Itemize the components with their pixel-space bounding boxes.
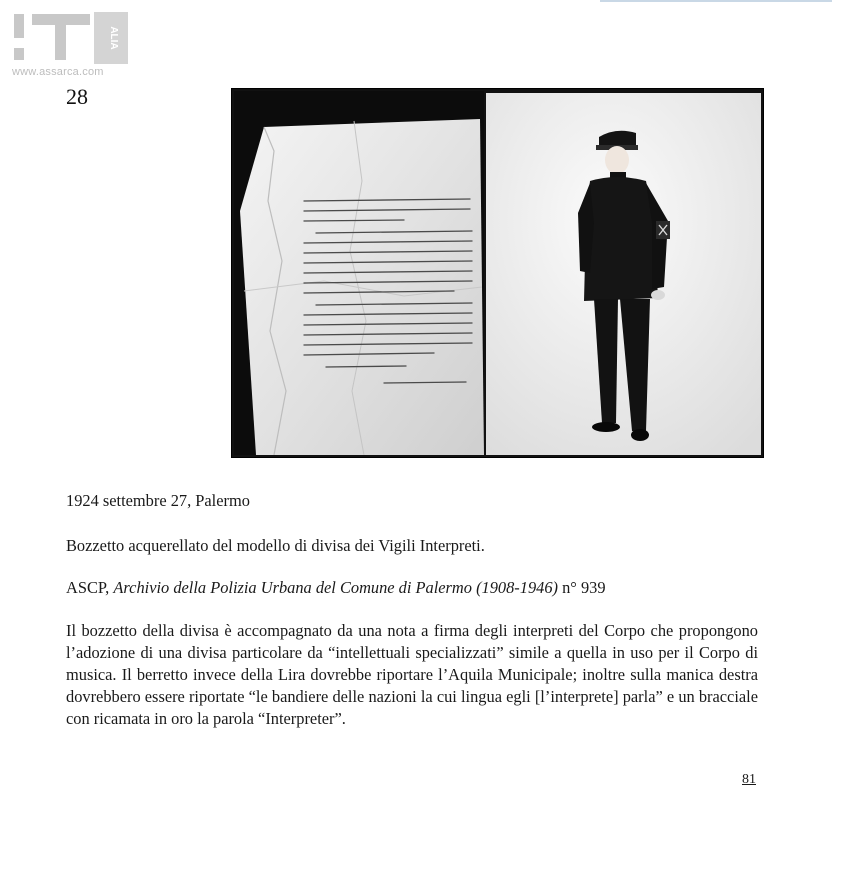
typewritten-letter-image xyxy=(234,91,484,455)
archival-source xyxy=(66,577,758,599)
page-number-bottom: 81 xyxy=(742,772,756,787)
svg-text:ALIA: ALIA xyxy=(108,26,119,50)
watermark-logo xyxy=(10,8,132,84)
source-suffix: n° 939 xyxy=(558,578,606,597)
document-date-place: 1924 settembre 27, Palermo xyxy=(66,491,250,510)
source-prefix: ASCP, xyxy=(66,578,114,597)
figure-caption: Bozzetto acquerellato del modello di divisa dei Vigili Interpreti. xyxy=(66,536,485,555)
page-number-top: 28 xyxy=(66,84,88,109)
italia-logo-icon xyxy=(10,8,132,68)
watermark-url: www.assarca.com xyxy=(12,66,104,78)
top-decorative-rule xyxy=(600,0,832,2)
description-paragraph: Il bozzetto della divisa è accompagnato da una nota a firma degli interpreti del Corpo che propongono l’adozione di una divisa particolare da “intellettuali specializzati” simile a quella in uso per il Corpo di musica. Il berretto invece della Lira dovrebbe riportare l’Aquila Municipale; inoltre sulla manica destra dovrebbero essere riportate “le bandiere delle nazioni la cui lingua egli [l’interprete] parla” e un bracciale con ricamata in oro la parola “Interpreter”. xyxy=(66,621,758,728)
uniform-sketch-image xyxy=(486,93,761,455)
archival-figure xyxy=(231,88,764,458)
source-title: Archivio della Polizia Urbana del Comune di Palermo (1908-1946) xyxy=(113,578,559,597)
